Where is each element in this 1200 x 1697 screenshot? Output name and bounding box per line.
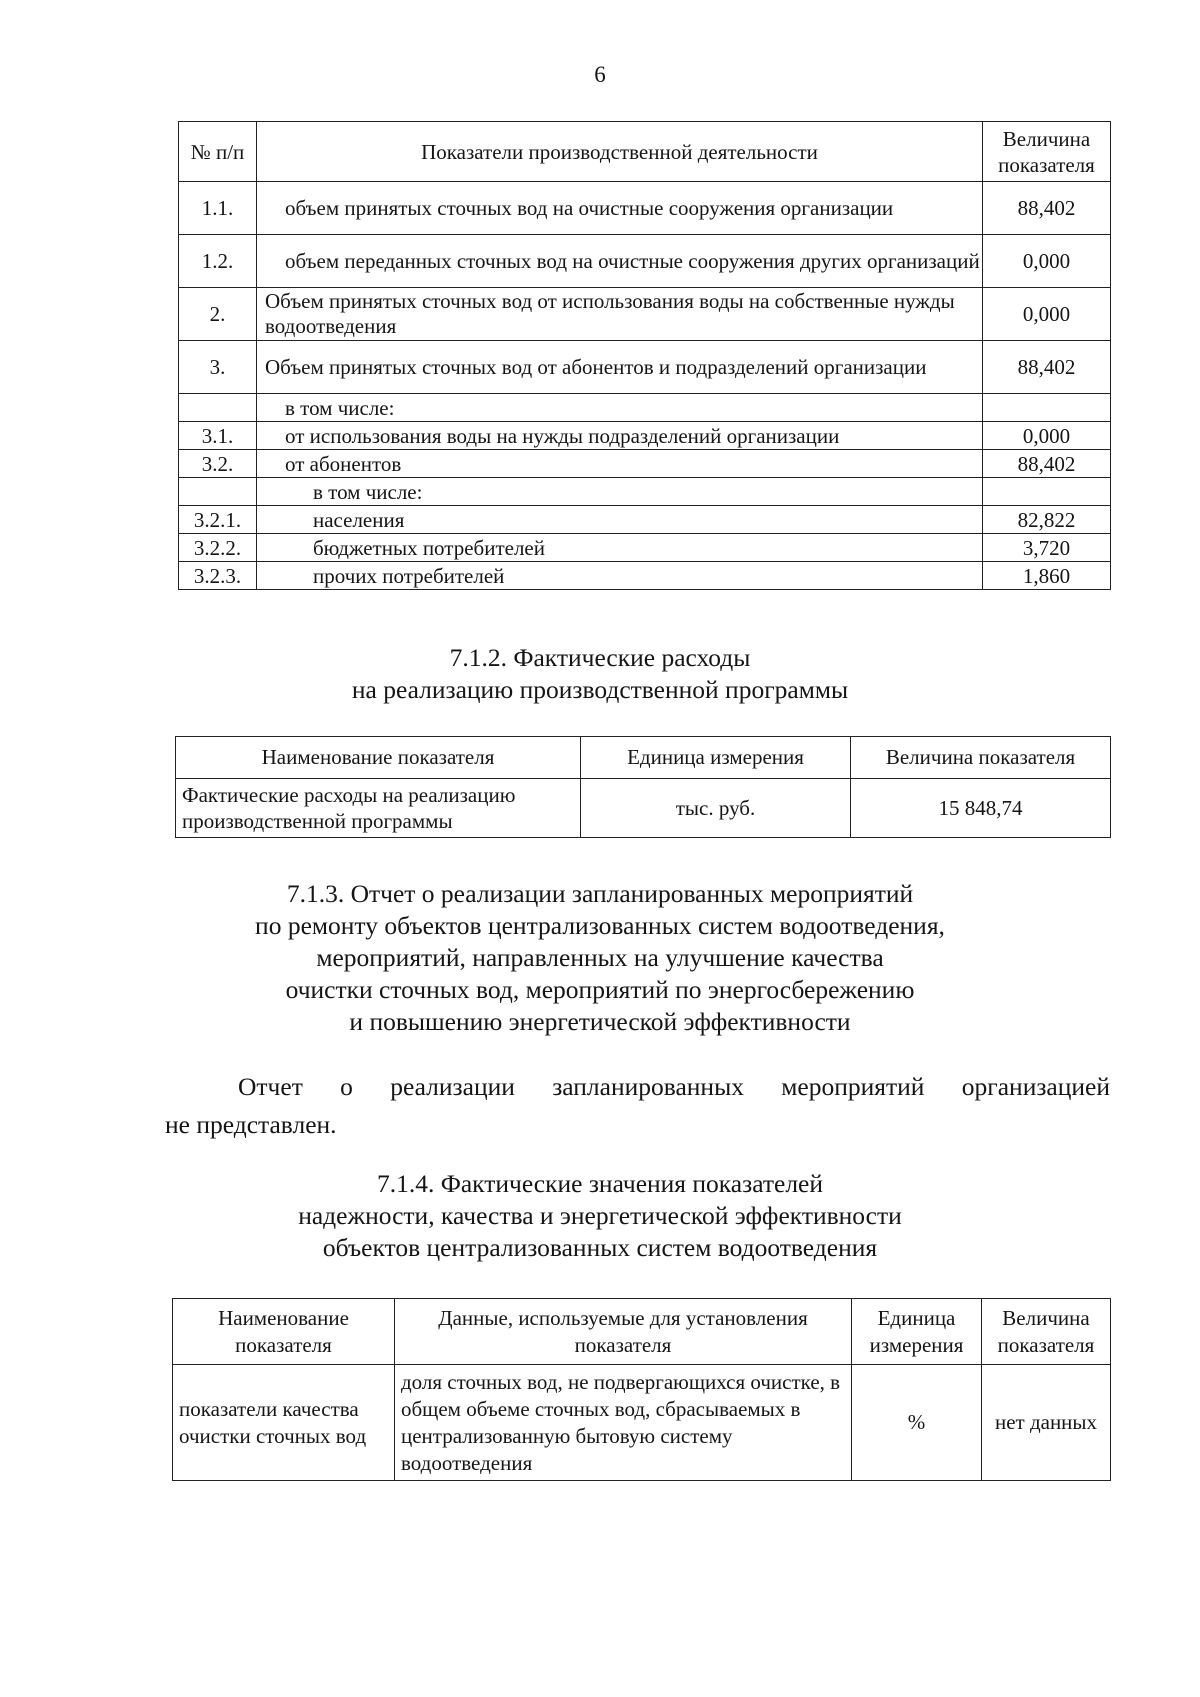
- row-text: в том числе:: [257, 394, 983, 422]
- table-row: [173, 1365, 1111, 1481]
- page-number: 6: [594, 62, 606, 87]
- table-row: [179, 341, 1111, 394]
- expense-unit: тыс. руб.: [581, 779, 851, 838]
- row-value: 88,402: [983, 182, 1111, 235]
- row-text: населения: [257, 506, 983, 534]
- row-num: [179, 394, 257, 422]
- table-row: [179, 394, 1111, 422]
- table-row: [176, 779, 1111, 838]
- row-num: 1.2.: [179, 235, 257, 288]
- header-cell: Наименование показателя: [173, 1299, 395, 1365]
- row-text: бюджетных потребителей: [257, 534, 983, 562]
- row-value: 0,000: [983, 288, 1111, 341]
- table-row: [179, 235, 1111, 288]
- row-text: прочих потребителей: [257, 562, 983, 590]
- row-value: 88,402: [983, 450, 1111, 478]
- header-cell: Единица измерения: [581, 737, 851, 779]
- section-712-title-line: 7.1.2. Фактические расходы: [449, 643, 751, 672]
- row-num: [179, 478, 257, 506]
- table-row: [179, 506, 1111, 534]
- table-row: [179, 450, 1111, 478]
- row-value: 1,860: [983, 562, 1111, 590]
- header-indicator: Показатели производственной деятельности: [257, 122, 983, 182]
- row-text: объем переданных сточных вод на очистные сооружения других организаций: [257, 235, 983, 288]
- table-row: [179, 422, 1111, 450]
- header-cell: Наименование показателя: [176, 737, 581, 779]
- row-num: 1.1.: [179, 182, 257, 235]
- table-header-row: [176, 737, 1111, 779]
- table-header-row: [173, 1299, 1111, 1365]
- row-text: от абонентов: [257, 450, 983, 478]
- table-row: [179, 288, 1111, 341]
- row-value: 3,720: [983, 534, 1111, 562]
- table-row: [179, 534, 1111, 562]
- table-header-row: [179, 122, 1111, 182]
- section-713-title-line: очистки сточных вод, мероприятий по энергосбережению: [285, 975, 915, 1004]
- row-text: объем принятых сточных вод на очистные сооружения организации: [257, 182, 983, 235]
- section-714-title-line: объектов централизованных систем водоотведения: [322, 1233, 878, 1262]
- report-paragraph: [165, 1068, 1110, 1144]
- row-value: [983, 478, 1111, 506]
- row-value: 82,822: [983, 506, 1111, 534]
- row-num: 3.2.1.: [179, 506, 257, 534]
- indicator-value: нет данных: [982, 1365, 1111, 1481]
- quality-indicators-table: [172, 1298, 1111, 1481]
- header-cell: Величина показателя: [982, 1299, 1111, 1365]
- table-row: [179, 562, 1111, 590]
- row-num: 3.2.3.: [179, 562, 257, 590]
- section-714-title-line: надежности, качества и энергетической эффективности: [298, 1201, 902, 1230]
- table-row: [179, 182, 1111, 235]
- indicator-name: показатели качества очистки сточных вод: [173, 1365, 395, 1481]
- actual-expenses-table: [175, 736, 1111, 838]
- indicator-data: доля сточных вод, не подвергающихся очистке, в общем объеме сточных вод, сбрасываемых в централизованную бытовую систему водоотведения: [395, 1365, 852, 1481]
- section-713-title-line: по ремонту объектов централизованных систем водоотведения,: [255, 911, 945, 940]
- section-712-title: [0, 642, 1200, 706]
- production-indicators-table: [178, 121, 1111, 590]
- section-712-title-line: на реализацию производственной программы: [351, 675, 849, 704]
- row-num: 3.1.: [179, 422, 257, 450]
- table-row: [179, 478, 1111, 506]
- indicator-unit: %: [852, 1365, 982, 1481]
- expense-name: Фактические расходы на реализацию производственной программы: [176, 779, 581, 838]
- row-value: 0,000: [983, 422, 1111, 450]
- row-value: [983, 394, 1111, 422]
- row-text: Объем принятых сточных вод от абонентов и подразделений организации: [257, 341, 983, 394]
- row-num: 3.2.2.: [179, 534, 257, 562]
- section-713-title-line: мероприятий, направленных на улучшение качества: [316, 943, 884, 972]
- header-num: № п/п: [179, 122, 257, 182]
- report-paragraph-line: Отчет о реализации запланированных мероприятий организацией: [238, 1072, 1110, 1101]
- row-num: 3.2.: [179, 450, 257, 478]
- row-num: 2.: [179, 288, 257, 341]
- section-714-title-line: 7.1.4. Фактические значения показателей: [376, 1169, 824, 1198]
- section-714-title: [0, 1168, 1200, 1264]
- row-text: от использования воды на нужды подразделений организации: [257, 422, 983, 450]
- row-num: 3.: [179, 341, 257, 394]
- section-713-title: [0, 878, 1200, 1038]
- report-paragraph-line: не представлен.: [165, 1110, 337, 1139]
- row-value: 0,000: [983, 235, 1111, 288]
- header-cell: Данные, используемые для установления показателя: [395, 1299, 852, 1365]
- header-cell: Единица измерения: [852, 1299, 982, 1365]
- header-cell: Величина показателя: [851, 737, 1111, 779]
- row-text: в том числе:: [257, 478, 983, 506]
- section-713-title-line: 7.1.3. Отчет о реализации запланированных мероприятий: [286, 879, 914, 908]
- section-713-title-line: и повышению энергетической эффективности: [349, 1007, 851, 1036]
- expense-value: 15 848,74: [851, 779, 1111, 838]
- header-value: Величина показателя: [983, 122, 1111, 182]
- row-value: 88,402: [983, 341, 1111, 394]
- row-text: Объем принятых сточных вод от использования воды на собственные нужды водоотведения: [257, 288, 983, 341]
